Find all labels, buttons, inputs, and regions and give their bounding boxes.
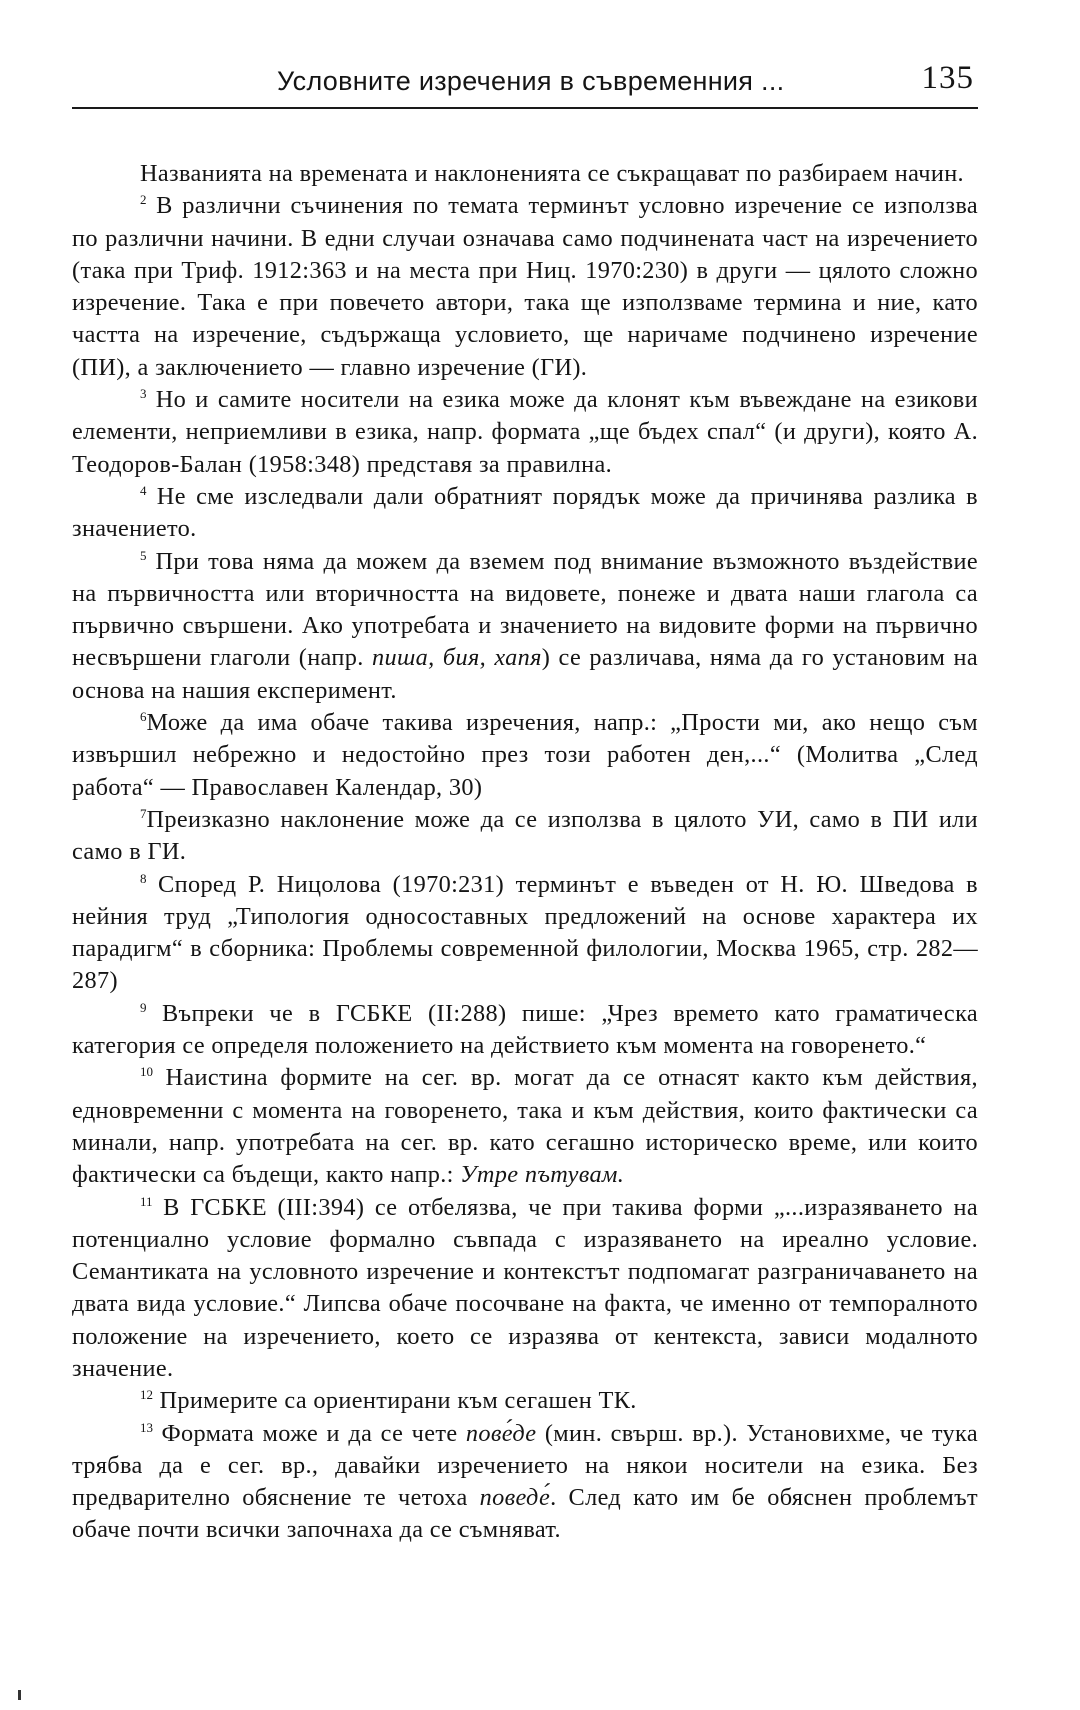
footnote-text: Примерите са ориентирани към сегашен ТК. [159,1387,637,1415]
footnote-text: В ГСБКЕ (III:394) се отбелязва, че при такива форми „...изразяването на потенциално условие формално съвпада с изразяването на иреално условие. Семантиката на условното изречение и контекстът подпомагат разграничаването на двата вида условие.“ Липсва обаче посочване на факта, че именно от темпоралното положение на изречението, което се изразява от кентекста, зависи модалното значение. [72,1193,978,1382]
footnote-text: Формата може и да се чете [161,1419,466,1447]
footnote-number: 10 [140,1064,153,1080]
footnote-6 [72,707,978,804]
footnote-text: Въпреки че в ГСБКЕ (II:288) пише: „Чрез времето като граматическа категория се определя положението на действието към момента на говоренето.“ [72,999,978,1060]
footnote-text: Преизказно наклонение може да се използва в цялото УИ, само в ПИ или само в ГИ. [72,805,978,866]
footnote-example: пиша, бия, хапя [371,644,542,672]
footnote-text: Според Р. Ницолова (1970:231) терминът е въведен от Н. Ю. Шведова в нейния труд „Типология односоставных предложений на основе характера их парадигм“ в сборника: Проблемы современной филологии, Москва 1965, стр. 282—287) [72,870,978,995]
footnote-8 [72,869,978,998]
footnote-9 [72,998,978,1063]
footnote-text: Наистина формите на сег. вр. могат да се отнасят както към действия, едновременни с момента на говоренето, така и към действия, които фактически са минали, напр. употребата на сег. вр. като сегашно историческо време, или които фактически са бъдещи, както напр.: [72,1064,978,1189]
header-rule [72,107,978,109]
footnote-number: 5 [140,547,147,563]
footnote-number: 12 [140,1387,153,1403]
footnote-2 [72,190,978,384]
footnote-number: 11 [140,1193,153,1209]
footnote-number: 6 [140,709,147,725]
footnote-example: поведе́ [479,1484,551,1512]
footnote-13 [72,1418,978,1547]
footnote-number: 8 [140,870,147,886]
footnote-7 [72,804,978,869]
footnote-1 [72,158,978,190]
footnote-text: Не сме изследвали дали обратният порядък може да причинява разлика в значението. [72,482,978,543]
footnote-number: 4 [140,482,147,498]
scan-mark [18,1690,21,1700]
footnotes [72,158,978,1547]
footnote-text: . След като им бе обяснен проблемът обаче почти всички започнаха да се съмняват. [72,1484,978,1544]
footnote-12 [72,1385,978,1417]
footnote-number: 3 [140,386,147,402]
footnote-text: ) се различава, няма да го установим на основа на нашия експеримент. [72,644,978,704]
footnote-text: При това няма да можем да вземем под внимание възможното въздействие на първичността или вторичността на видовете, понеже и двата наши глагола са първично свършени. Ако употребата и значението на видовите форми на първично несвършени глаголи (напр. [72,547,978,672]
footnote-text: Названията на времената и наклоненията се съкращават по разбираем начин. [140,160,964,187]
footnote-text: (мин. свърш. вр.). Установихме, че тука трябва да е сег. вр., давайки изречението на някои носители на езика. Без предварително обяснение те четоха [72,1419,978,1512]
footnote-text: Може да има обаче такива изречения, напр.: „Прости ми, ако нещо съм извършил небрежно и недостойно през този работен ден,...“ (Молитва „След работа“ — Православен Календар, 30) [72,709,978,801]
footnote-number: 2 [140,192,147,208]
footnote-number: 7 [140,805,147,821]
footnote-example: пове́де [465,1419,537,1447]
footnote-text: В различни съчинения по темата терминът условно изречение се използва по различни начини. В едни случаи означава само подчинената част на изречението (така при Триф. 1912:363 и на места при Ниц. 1970:230) в други — цялото сложно изречение. Така е при повечето автори, така ще използваме термина и ние, като частта на изречение, съдържаща условието, ще наричаме подчинено изречение (ПИ), а заключението — главно изречение (ГИ). [72,192,978,381]
footnote-4 [72,481,978,546]
footnote-example: Утре пътувам. [460,1161,625,1189]
footnote-5 [72,546,978,707]
running-head [72,60,978,110]
footnote-number: 9 [140,999,147,1015]
footnote-3 [72,384,978,481]
footnote-number: 13 [140,1419,153,1435]
footnote-10 [72,1062,978,1191]
footnote-text: Но и самите носители на езика може да клонят към въвеждане на езикови елементи, неприемливи в езика, напр. формата „ще бъдех спал“ (и други), която А. Теодоров-Балан (1958:348) представя за правилна. [72,386,978,478]
footnote-11 [72,1192,978,1386]
page-number: 135 [921,60,974,96]
running-title: Условните изречения в съвременния ... [277,66,785,96]
